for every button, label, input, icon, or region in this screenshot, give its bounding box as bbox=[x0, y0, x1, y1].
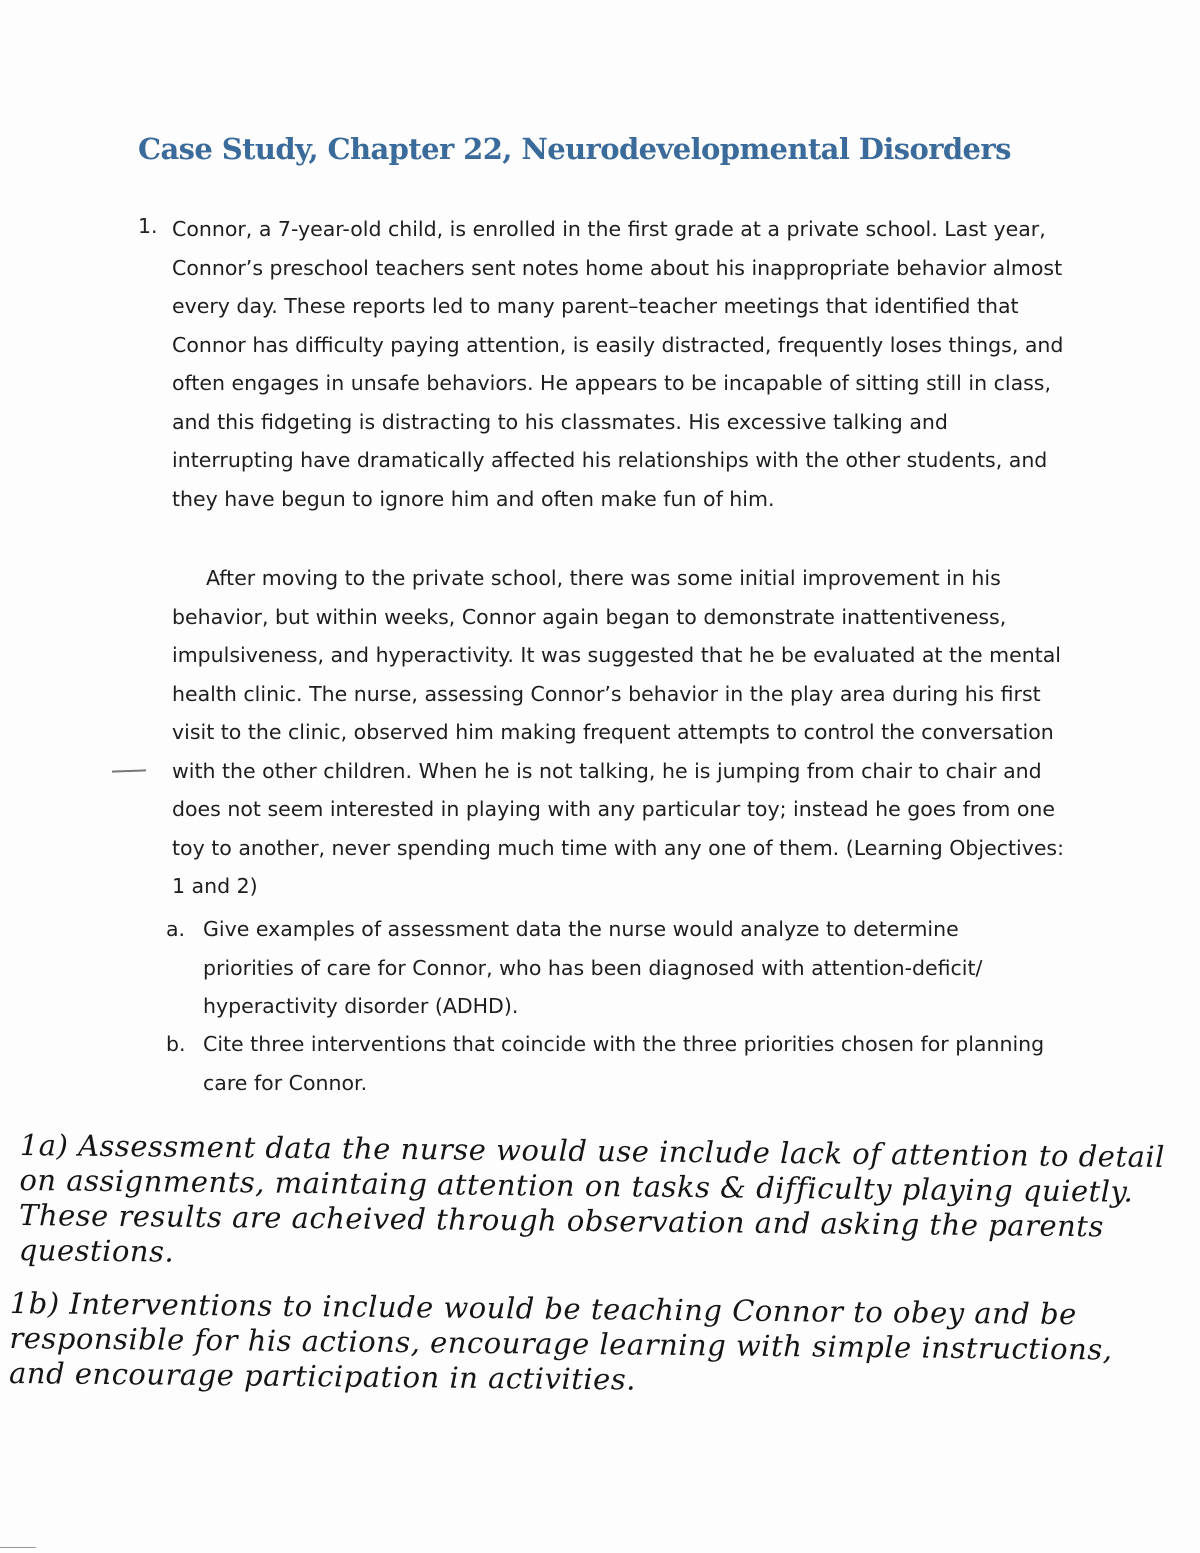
question-item-a bbox=[166, 910, 1046, 1026]
margin-pen-mark bbox=[112, 769, 146, 772]
page-title: Case Study, Chapter 22, Neurodevelopmental Disorders bbox=[138, 132, 1011, 166]
item-label: b. bbox=[166, 1032, 186, 1056]
handwritten-answer-1b: 1b) Interventions to include would be teaching Connor to obey and be responsible for his actions, encourage learning with simple instructions, and encourage participation in activities. bbox=[8, 1286, 1113, 1397]
case-paragraph-1: Connor, a 7-year-old child, is enrolled in the first grade at a private school. Last year, Connor’s preschool teachers sent notes home about his inappropriate behavior almost every day. These reports led to many parent–teacher meetings that identified that Connor has difficulty paying attention, is easily distracted, frequently loses things, and often engages in unsafe behaviors. He appears to be incapable of sitting still in class, and this fidgeting is distracting to his classmates. His excessive talking and interrupting have dramatically affected his relationships with the other students, and they have begun to ignore him and often make fun of him. bbox=[172, 217, 1064, 511]
item-label: a. bbox=[166, 917, 186, 941]
item-text: Cite three interventions that coincide with the three priorities chosen for planning care for Connor. bbox=[203, 1032, 1045, 1095]
item-text: Give examples of assessment data the nurse would analyze to determine priorities of care for Connor, who has been diagnosed with attention-deficit/ hyperactivity disorder (ADHD). bbox=[203, 917, 983, 1018]
case-paragraph-2: After moving to the private school, there was some initial improvement in his behavior, but within weeks, Connor again began to demonstrate inattentiveness, impulsiveness, and hyperactivity. It was suggested that he be evaluated at the mental health clinic. The nurse, assessing Connor’s behavior in the play area during his first visit to the clinic, observed him making frequent attempts to control the conversation with the other children. When he is not talking, he is jumping from chair to chair and does not seem interested in playing with any particular toy; instead he goes from one toy to another, never spending much time with any one of them. (Learning Objectives: 1 and 2) bbox=[172, 566, 1065, 898]
scan-edge-mark bbox=[0, 1547, 36, 1548]
question-number: 1. bbox=[138, 214, 158, 238]
handwritten-answer-1a: 1a) Assessment data the nurse would use include lack of attention to detail on assignments, maintaing attention on tasks & difficulty playing quietly. These results are acheived through observation and asking the parents questions. bbox=[18, 1128, 1166, 1269]
question-item-b bbox=[166, 1025, 1046, 1102]
